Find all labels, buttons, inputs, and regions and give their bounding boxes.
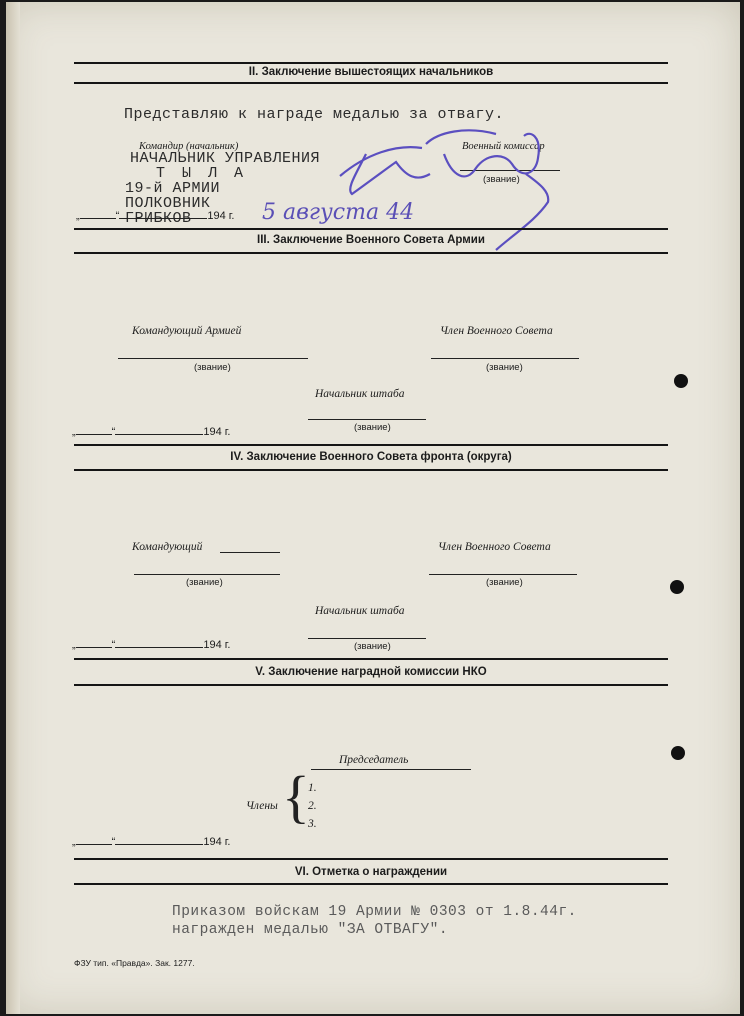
punch-hole (670, 580, 684, 594)
signature-line (220, 552, 280, 553)
rank-caption: (звание) (486, 577, 523, 588)
rank-caption: (звание) (483, 174, 520, 185)
commissar-label: Военный комиссар (462, 141, 545, 152)
rule (74, 252, 668, 254)
chairman-label: Председатель (339, 754, 409, 766)
commander-label: Командующий Армией (132, 325, 242, 337)
rule (74, 62, 668, 64)
award-order-line: Приказом войскам 19 Армии № 0303 от 1.8.44г. (172, 904, 577, 920)
council-member-label: Член Военного Совета (440, 325, 553, 337)
typed-line: 19-й АРМИИ (125, 180, 221, 197)
rule (74, 228, 668, 230)
section-4-title: IV. Заключение Военного Совета фронта (округа) (230, 451, 512, 463)
members-label: Члены (246, 800, 278, 812)
rank-caption: (звание) (486, 362, 523, 373)
award-order-line: награжден медалью "ЗА ОТВАГУ". (172, 922, 449, 938)
member-number: 3. (308, 818, 317, 830)
date-row: „ “ 194 г. (72, 639, 231, 651)
member-number: 1. (308, 782, 317, 794)
rank-caption: (звание) (354, 422, 391, 433)
rule (74, 444, 668, 446)
rule (74, 469, 668, 471)
signature-line (429, 574, 577, 575)
rank-caption: (звание) (186, 577, 223, 588)
typed-line: ПОЛКОВНИК (125, 195, 211, 212)
signature-scribble (326, 114, 566, 254)
commander-label: Командующий (132, 541, 203, 553)
section-3-title: III. Заключение Военного Совета Армии (257, 234, 485, 246)
printer-imprint: ФЗУ тип. «Правда». Зак. 1277. (74, 958, 195, 968)
section-2-title: II. Заключение вышестоящих начальников (248, 66, 494, 78)
typed-line: ГРИБКОВ (125, 210, 192, 227)
typed-line: Т Ы Л А (156, 165, 248, 182)
award-sheet-page (6, 2, 740, 1014)
signature-line (431, 358, 579, 359)
rule (74, 684, 668, 686)
section-2-decision: Представляю к награде медалью за отвагу. (124, 106, 505, 123)
punch-hole (671, 746, 685, 760)
chief-of-staff-label: Начальник штаба (315, 605, 405, 617)
rule (74, 82, 668, 84)
signature-line (134, 574, 280, 575)
date-row: „ “ 194 г. (72, 836, 231, 848)
rule (74, 658, 668, 660)
chief-of-staff-label: Начальник штаба (315, 388, 405, 400)
punch-hole (674, 374, 688, 388)
signature-line (311, 769, 471, 770)
members-brace: { (282, 764, 310, 829)
signature-line (308, 638, 426, 639)
signature-line (308, 419, 426, 420)
section-6-title: VI. Отметка о награждении (294, 866, 448, 878)
commander-label: Командир (начальник) (139, 141, 239, 152)
typed-line: НАЧАЛЬНИК УПРАВЛЕНИЯ (130, 150, 321, 167)
signature-line (118, 358, 308, 359)
paper-edge (6, 2, 20, 1014)
handwritten-date: 5 августа 44 (262, 200, 415, 225)
council-member-label: Член Военного Совета (438, 541, 551, 553)
date-row: „ “ 194 г. (72, 426, 231, 438)
section-5-title: V. Заключение наградной комиссии НКО (255, 666, 487, 678)
rank-caption: (звание) (354, 641, 391, 652)
rank-caption: (звание) (194, 362, 231, 373)
rule (74, 858, 668, 860)
date-row: „ “ 194 г. (76, 210, 235, 222)
member-number: 2. (308, 800, 317, 812)
rule (74, 883, 668, 885)
